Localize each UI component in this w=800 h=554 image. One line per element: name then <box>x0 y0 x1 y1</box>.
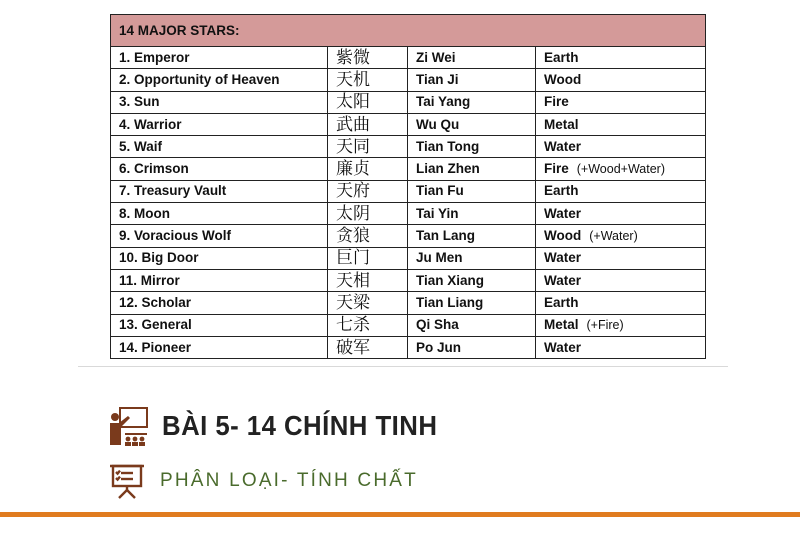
star-name-text: 1. Emperor <box>119 49 190 65</box>
pinyin-cell <box>408 269 536 291</box>
pinyin-cell <box>408 225 536 247</box>
chinese-name-text: 天同 <box>336 136 370 157</box>
element-cell <box>536 180 706 202</box>
chinese-name-text: 廉贞 <box>336 159 370 180</box>
element-text: Water <box>544 138 582 154</box>
pinyin-text: Lian Zhen <box>416 161 480 177</box>
element-note: (+Water) <box>589 229 638 244</box>
star-name-cell <box>111 47 328 69</box>
table-row <box>111 136 706 158</box>
table-row <box>111 69 706 91</box>
major-stars-table <box>110 14 706 359</box>
star-name-cell <box>111 336 328 358</box>
chinese-name-cell <box>328 314 408 336</box>
table-row <box>111 158 706 180</box>
element-text: Earth <box>544 183 579 199</box>
element-cell <box>536 203 706 225</box>
table-row <box>111 47 706 69</box>
element-cell <box>536 91 706 113</box>
pinyin-text: Ju Men <box>416 250 463 266</box>
pinyin-text: Tai Yang <box>416 94 471 110</box>
lesson-subtitle-row <box>108 463 418 499</box>
star-name-cell <box>111 69 328 91</box>
element-cell <box>536 336 706 358</box>
lesson-subtitle: PHÂN LOẠI- TÍNH CHẤT <box>160 470 418 491</box>
pinyin-cell <box>408 113 536 135</box>
chinese-name-text: 武曲 <box>336 114 370 135</box>
divider <box>78 366 728 367</box>
star-name-cell <box>111 113 328 135</box>
element-text: Metal <box>544 116 579 132</box>
pinyin-text: Tian Ji <box>416 71 459 87</box>
star-name-text: 3. Sun <box>119 94 160 110</box>
table-row <box>111 247 706 269</box>
chinese-name-cell <box>328 47 408 69</box>
star-name-text: 2. Opportunity of Heaven <box>119 71 280 87</box>
chinese-name-cell <box>328 136 408 158</box>
element-text: Fire <box>544 161 569 177</box>
element-text: Fire <box>544 94 569 110</box>
chinese-name-text: 巨门 <box>336 248 370 269</box>
chinese-name-cell <box>328 158 408 180</box>
table-row <box>111 113 706 135</box>
chinese-name-text: 太阳 <box>336 92 370 113</box>
pinyin-text: Qi Sha <box>416 317 459 333</box>
pinyin-text: Zi Wei <box>416 49 456 65</box>
element-cell <box>536 247 706 269</box>
lesson-title: BÀI 5- 14 CHÍNH TINH <box>162 410 438 441</box>
element-text: Earth <box>544 294 579 310</box>
chinese-name-cell <box>328 91 408 113</box>
star-name-text: 12. Scholar <box>119 294 192 310</box>
pinyin-text: Tian Liang <box>416 294 484 310</box>
star-name-cell <box>111 91 328 113</box>
element-note: (+Fire) <box>586 318 624 333</box>
chinese-name-cell <box>328 180 408 202</box>
table-row <box>111 203 706 225</box>
chinese-name-cell <box>328 336 408 358</box>
pinyin-text: Tai Yin <box>416 205 459 221</box>
star-name-text: 8. Moon <box>119 205 170 221</box>
pinyin-cell <box>408 136 536 158</box>
chinese-name-cell <box>328 69 408 91</box>
pinyin-cell <box>408 314 536 336</box>
pinyin-cell <box>408 292 536 314</box>
element-cell <box>536 69 706 91</box>
element-note: (+Wood+Water) <box>576 162 665 177</box>
table-row <box>111 336 706 358</box>
chinese-name-text: 贪狼 <box>336 226 370 247</box>
element-text: Wood <box>544 71 582 87</box>
table-row <box>111 225 706 247</box>
table-row <box>111 314 706 336</box>
chinese-name-text: 太阴 <box>336 203 370 224</box>
star-name-text: 10. Big Door <box>119 250 199 266</box>
star-name-cell <box>111 225 328 247</box>
chinese-name-text: 破军 <box>336 337 370 358</box>
pinyin-cell <box>408 247 536 269</box>
chinese-name-text: 七杀 <box>336 315 370 336</box>
pinyin-cell <box>408 203 536 225</box>
star-name-text: 4. Warrior <box>119 116 182 132</box>
table-row <box>111 269 706 291</box>
chinese-name-text: 天机 <box>336 69 370 90</box>
table-row <box>111 91 706 113</box>
pinyin-text: Tian Fu <box>416 183 464 199</box>
lesson-title-row <box>108 406 461 446</box>
element-cell <box>536 158 706 180</box>
pinyin-cell <box>408 158 536 180</box>
star-name-cell <box>111 180 328 202</box>
pinyin-cell <box>408 91 536 113</box>
chinese-name-cell <box>328 113 408 135</box>
chinese-name-cell <box>328 292 408 314</box>
element-cell <box>536 269 706 291</box>
chinese-name-text: 紫微 <box>336 47 370 68</box>
star-name-text: 7. Treasury Vault <box>119 183 227 199</box>
star-name-text: 6. Crimson <box>119 161 189 177</box>
star-name-cell <box>111 136 328 158</box>
pinyin-cell <box>408 336 536 358</box>
chinese-name-cell <box>328 247 408 269</box>
element-text: Water <box>544 272 582 288</box>
accent-bar <box>0 512 800 517</box>
chinese-name-cell <box>328 225 408 247</box>
major-stars-table-container <box>110 14 705 359</box>
star-name-text: 9. Voracious Wolf <box>119 228 232 244</box>
element-cell <box>536 136 706 158</box>
element-cell <box>536 314 706 336</box>
pinyin-text: Tian Tong <box>416 138 480 154</box>
element-cell <box>536 113 706 135</box>
chinese-name-text: 天梁 <box>336 292 370 313</box>
teacher-presentation-icon <box>108 406 150 446</box>
star-name-cell <box>111 292 328 314</box>
star-name-cell <box>111 158 328 180</box>
presentation-board-icon <box>108 463 146 499</box>
table-row <box>111 180 706 202</box>
star-name-text: 13. General <box>119 317 192 333</box>
star-name-cell <box>111 314 328 336</box>
star-name-cell <box>111 269 328 291</box>
star-name-text: 11. Mirror <box>119 272 180 288</box>
star-name-cell <box>111 203 328 225</box>
pinyin-text: Wu Qu <box>416 116 460 132</box>
pinyin-cell <box>408 47 536 69</box>
star-name-text: 5. Waif <box>119 138 163 154</box>
pinyin-cell <box>408 180 536 202</box>
element-cell <box>536 225 706 247</box>
element-cell <box>536 47 706 69</box>
pinyin-text: Tian Xiang <box>416 272 485 288</box>
chinese-name-text: 天府 <box>336 181 370 202</box>
element-text: Earth <box>544 49 579 65</box>
element-text: Water <box>544 250 582 266</box>
chinese-name-cell <box>328 269 408 291</box>
star-name-cell <box>111 247 328 269</box>
element-text: Wood <box>544 228 582 244</box>
element-text: Metal <box>544 317 579 333</box>
chinese-name-cell <box>328 203 408 225</box>
element-cell <box>536 292 706 314</box>
star-name-text: 14. Pioneer <box>119 339 192 355</box>
element-text: Water <box>544 339 582 355</box>
element-text: Water <box>544 205 582 221</box>
pinyin-text: Tan Lang <box>416 228 475 244</box>
table-row <box>111 292 706 314</box>
table-header-row <box>111 15 706 47</box>
pinyin-text: Po Jun <box>416 339 462 355</box>
pinyin-cell <box>408 69 536 91</box>
table-header: 14 MAJOR STARS: <box>111 15 706 47</box>
chinese-name-text: 天相 <box>336 270 370 291</box>
